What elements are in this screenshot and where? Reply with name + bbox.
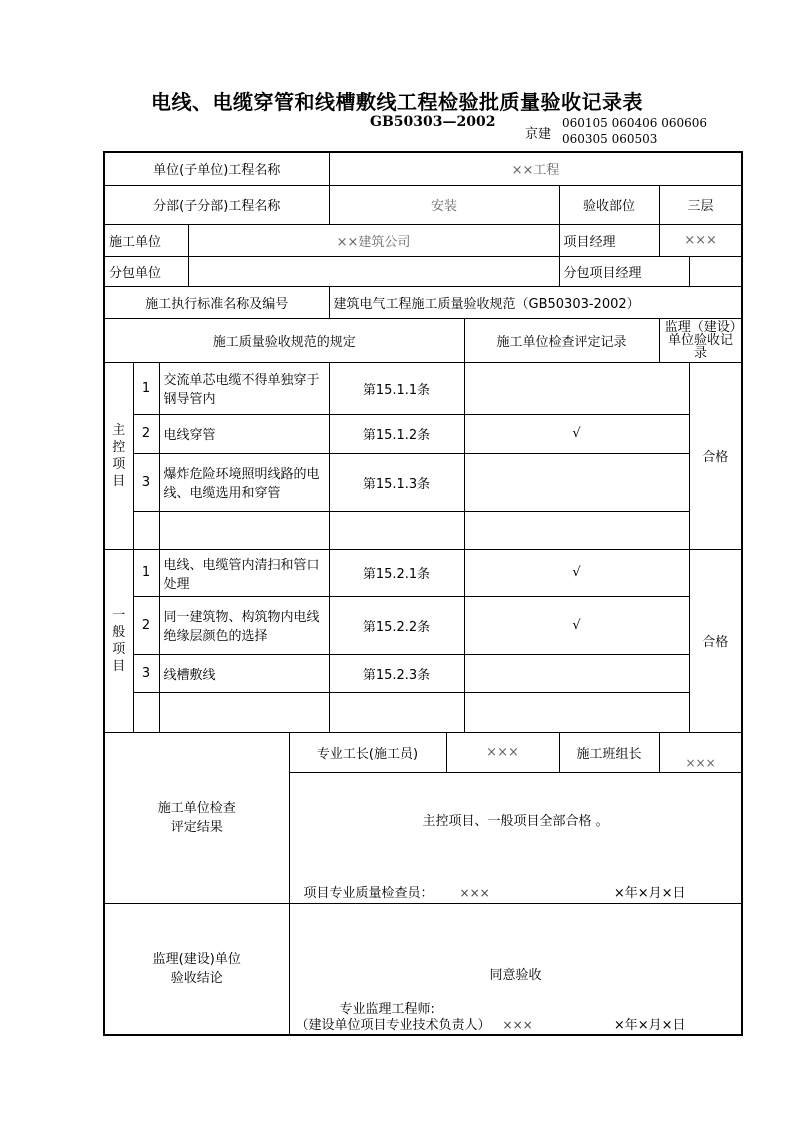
item-desc: 电线穿管 — [159, 414, 329, 453]
item-desc — [159, 511, 329, 549]
subcontractor-row — [104, 256, 742, 286]
main-items-result: 合格 — [689, 362, 742, 549]
item-desc: 爆炸危险环境照明线路的电线、电缆选用和穿管 — [159, 453, 329, 511]
item-desc — [159, 692, 329, 732]
supervisor-conclusion: 同意验收 — [489, 967, 542, 983]
contractor-label: 施工单位 — [104, 224, 188, 256]
item-no: 2 — [133, 414, 159, 453]
item-desc: 电线、电缆管内清扫和管口处理 — [159, 549, 329, 596]
engineer-value: ××× — [502, 1017, 533, 1032]
main-item-row — [104, 362, 742, 414]
item-record: √ — [464, 549, 689, 596]
item-record — [464, 453, 689, 511]
foreman-value: ××× — [446, 732, 559, 772]
general-item-row — [104, 596, 742, 654]
general-item-row — [104, 692, 742, 732]
item-no — [133, 511, 159, 549]
accept-part-label: 验收部位 — [559, 185, 659, 224]
pm-value: ××× — [659, 224, 742, 256]
subcontractor-value — [188, 256, 559, 286]
general-item-row — [104, 654, 742, 692]
contractor-check-column-header: 施工单位检查评定记录 — [464, 318, 659, 362]
item-clause: 第15.2.3条 — [329, 654, 464, 692]
item-clause — [329, 692, 464, 732]
item-clause: 第15.2.1条 — [329, 549, 464, 596]
item-clause: 第15.1.2条 — [329, 414, 464, 453]
standard-value: 建筑电气工程施工质量验收规范（GB50303-2002） — [329, 286, 742, 318]
contractor-value: ××建筑公司 — [188, 224, 559, 256]
item-no: 3 — [133, 453, 159, 511]
sub-project-label: 分部(子分部)工程名称 — [104, 185, 329, 224]
subcontractor-label: 分包单位 — [104, 256, 188, 286]
sub-project-value: 安装 — [329, 185, 559, 224]
standard-code: GB50303—2002 — [370, 114, 496, 130]
accept-part-value: 三层 — [659, 185, 742, 224]
item-record: √ — [464, 414, 689, 453]
item-record — [464, 362, 689, 414]
item-record: √ — [464, 596, 689, 654]
item-no — [133, 692, 159, 732]
item-record — [464, 692, 689, 732]
pm-label: 项目经理 — [559, 224, 659, 256]
item-clause — [329, 511, 464, 549]
item-desc: 交流单芯电缆不得单独穿于钢导管内 — [159, 362, 329, 414]
acceptance-record-table — [103, 151, 743, 1036]
contractor-result-label: 施工单位检查 评定结果 — [104, 732, 289, 903]
form-code-line: 060105 060406 060606 — [562, 116, 708, 130]
jingjian-label: 京建 — [525, 127, 552, 142]
contractor-conclusion: 主控项目、一般项目全部合格 。 — [422, 813, 609, 829]
unit-project-value: ××工程 — [329, 152, 742, 185]
engineer-label-secondary: （建设单位项目专业技术负责人） — [295, 1017, 491, 1033]
contractor-date: ×年×月×日 — [613, 885, 686, 901]
sub-project-row — [104, 185, 742, 224]
form-codes — [562, 115, 707, 147]
item-clause: 第15.1.3条 — [329, 453, 464, 511]
contractor-row — [104, 224, 742, 256]
unit-project-label: 单位(子单位)工程名称 — [104, 152, 329, 185]
spec-column-header: 施工质量验收规范的规定 — [104, 318, 464, 362]
team-leader-label: 施工班组长 — [559, 732, 659, 772]
general-item-row — [104, 549, 742, 596]
item-record — [464, 511, 689, 549]
supervisor-column-header: 监理（建设）单位验收记录 — [659, 318, 742, 362]
main-items-label: 主控项目 — [104, 362, 133, 549]
contractor-signers-row — [104, 732, 742, 772]
standard-row — [104, 286, 742, 318]
item-clause: 第15.2.2条 — [329, 596, 464, 654]
supervisor-result-label: 监理(建设)单位 验收结论 — [104, 903, 289, 1035]
item-desc: 线槽敷线 — [159, 654, 329, 692]
column-header-row — [104, 318, 742, 362]
standard-label: 施工执行标准名称及编号 — [104, 286, 329, 318]
contractor-conclusion-cell — [289, 772, 742, 903]
item-no: 1 — [133, 549, 159, 596]
item-desc: 同一建筑物、构筑物内电线绝缘层颜色的选择 — [159, 596, 329, 654]
form-code-line: 060305 060503 — [562, 132, 658, 146]
sub-pm-label: 分包项目经理 — [559, 256, 689, 286]
main-item-row — [104, 414, 742, 453]
main-item-row — [104, 453, 742, 511]
general-items-result: 合格 — [689, 549, 742, 732]
item-no: 1 — [133, 362, 159, 414]
unit-project-row — [104, 152, 742, 185]
supervisor-conclusion-cell — [289, 903, 742, 1035]
supervisor-conclusion-row — [104, 903, 742, 1035]
inspector-label: 项目专业质量检查员： — [303, 885, 434, 901]
item-record — [464, 654, 689, 692]
form-title: 电线、电缆穿管和线槽敷线工程检验批质量验收记录表 — [151, 90, 643, 114]
main-item-row — [104, 511, 742, 549]
team-leader-value: ××× — [659, 732, 742, 772]
inspector-value: ××× — [459, 885, 490, 900]
item-clause: 第15.1.1条 — [329, 362, 464, 414]
item-no: 2 — [133, 596, 159, 654]
engineer-label: 专业监理工程师: — [339, 1001, 435, 1017]
foreman-label: 专业工长(施工员) — [289, 732, 446, 772]
supervisor-date: ×年×月×日 — [613, 1017, 686, 1033]
sub-pm-value — [689, 256, 742, 286]
general-items-label: 一般项目 — [104, 549, 133, 732]
item-no: 3 — [133, 654, 159, 692]
